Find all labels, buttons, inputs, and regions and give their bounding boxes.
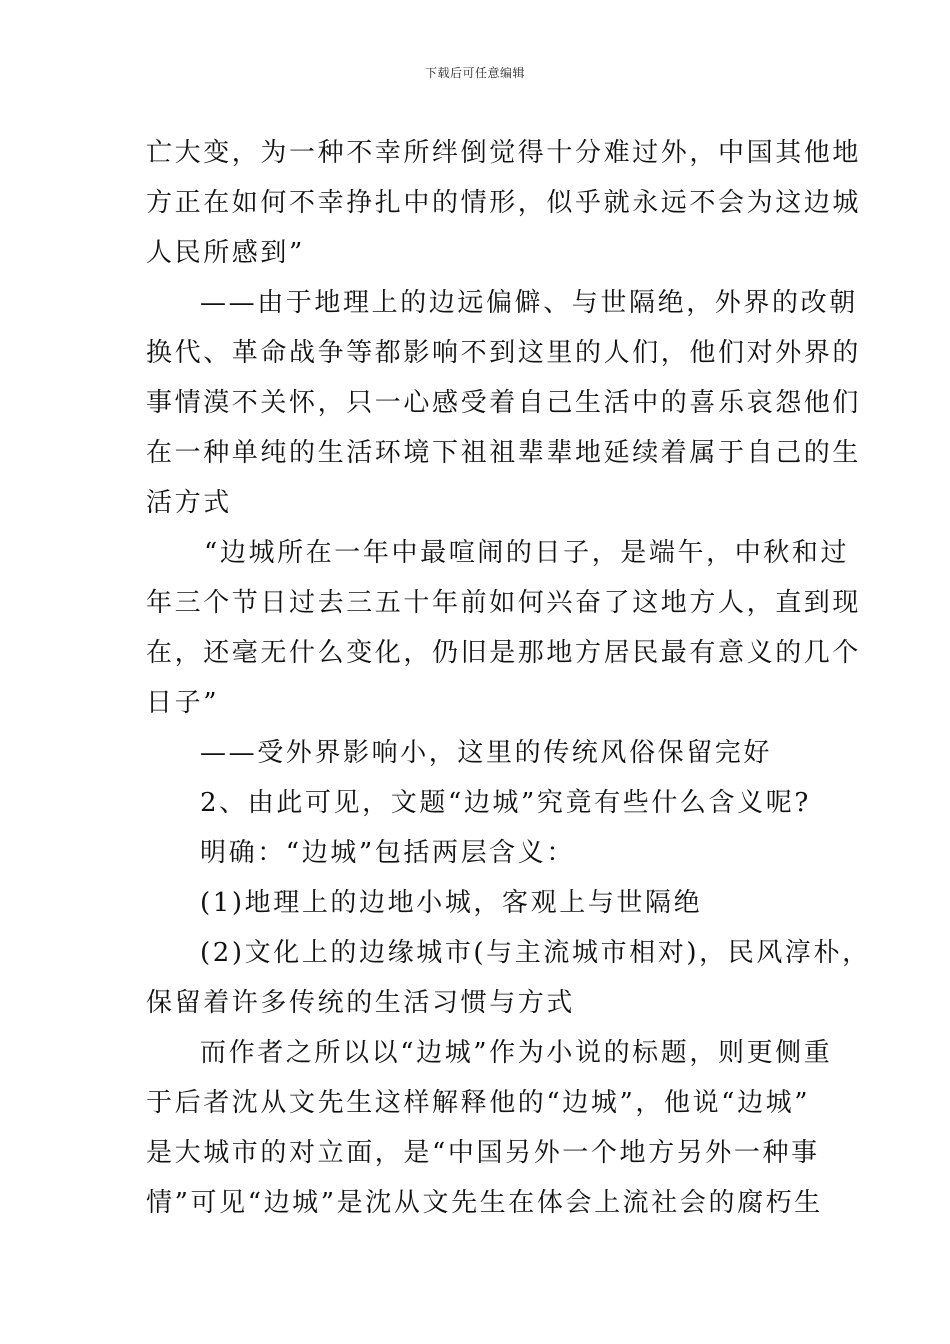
text-line: 人民所感到”: [146, 238, 305, 268]
text-line: 方正在如何不幸挣扎中的情形，似乎就永远不会为这边城: [146, 188, 862, 218]
text-line: 换代、革命战争等都影响不到这里的人们，他们对外界的: [146, 338, 862, 368]
text-line: 明确：“边城”包括两层含义：: [200, 838, 575, 868]
text-line: (1)地理上的边地小城，客观上与世隔绝: [200, 888, 703, 918]
text-line: 是大城市的对立面，是“中国另外一个地方另外一种事: [146, 1138, 820, 1168]
text-line: 活方式: [146, 488, 232, 518]
document-body: [146, 128, 871, 1228]
text-line: 2、由此可见，文题“边城”究竟有些什么含义呢?: [200, 788, 811, 818]
text-line: 保留着许多传统的生活习惯与方式: [146, 988, 576, 1018]
text-line: 于后者沈从文先生这样解释他的“边城”，他说“边城”: [146, 1088, 811, 1118]
text-line: 情”可见“边城”是沈从文先生在体会上流社会的腐朽生: [146, 1188, 823, 1218]
text-line: 事情漠不关怀，只一心感受着自己生活中的喜乐哀怨他们: [146, 388, 862, 418]
text-line: 在一种单纯的生活环境下祖祖辈辈地延续着属于自己的生: [146, 438, 862, 468]
text-line: ——受外界影响小，这里的传统风俗保留完好: [200, 738, 773, 768]
text-line: 而作者之所以以“边城”作为小说的标题，则更侧重: [200, 1038, 833, 1068]
text-line: “边城所在一年中最喧闹的日子，是端午，中秋和过: [204, 538, 850, 568]
text-line: 在，还毫无什么变化，仍旧是那地方居民最有意义的几个: [146, 638, 862, 668]
page-header: 下载后可任意编辑: [424, 66, 525, 80]
text-line: ——由于地理上的边远偏僻、与世隔绝，外界的改朝: [200, 288, 858, 318]
text-line: (2)文化上的边缘城市(与主流城市相对)，民风淳朴，: [200, 938, 871, 968]
text-line: 亡大变，为一种不幸所绊倒觉得十分难过外，中国其他地: [146, 138, 862, 168]
text-line: 日子”: [146, 688, 220, 718]
text-line: 年三个节日过去三五十年前如何兴奋了这地方人，直到现: [146, 588, 862, 618]
